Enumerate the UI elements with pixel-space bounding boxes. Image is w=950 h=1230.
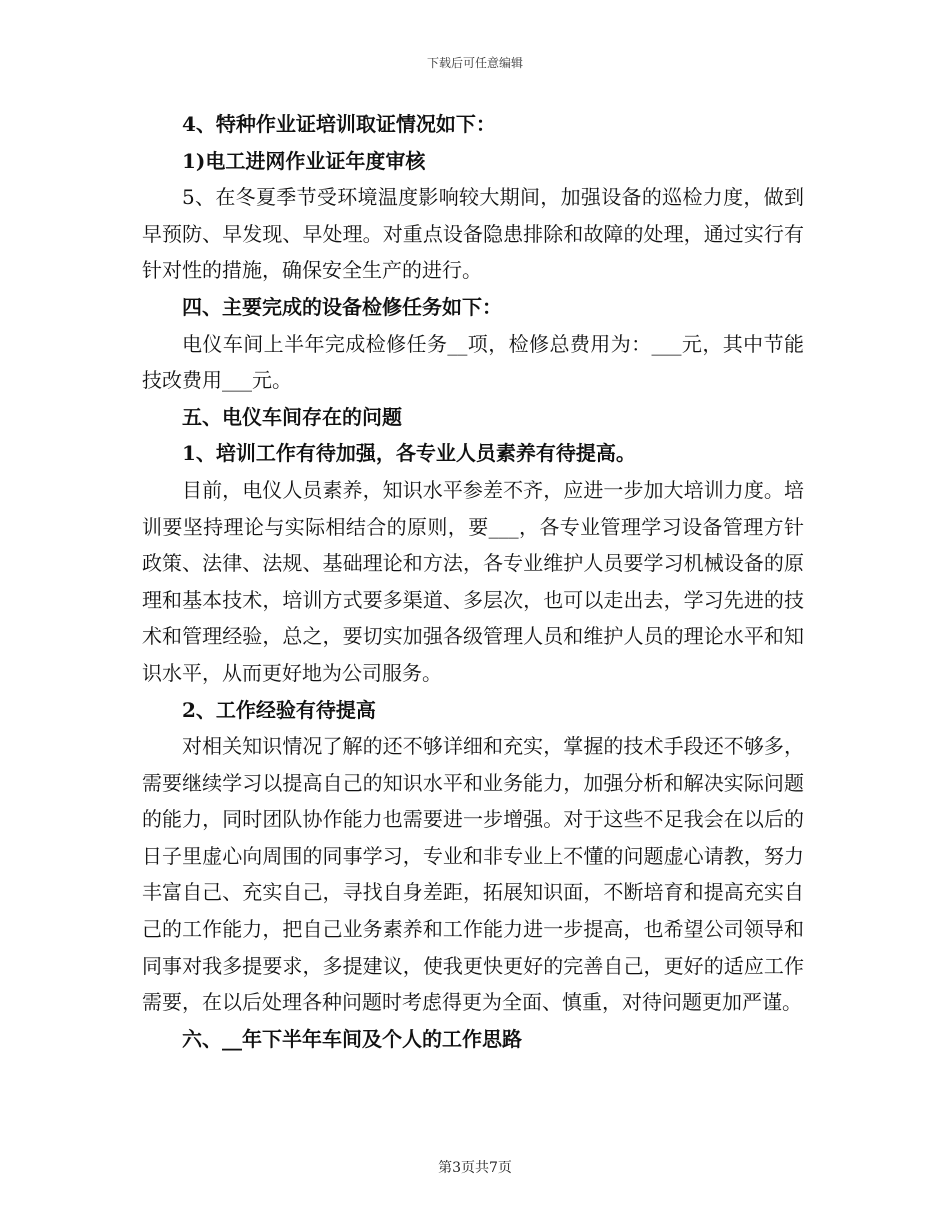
- heading-special-certificates: 4、特种作业证培训取证情况如下：: [182, 112, 496, 136]
- paragraph-inspection: 5、在冬夏季节受环境温度影响较大期间，加强设备的巡检力度，做到早预防、早发现、早处理。对重点设备隐患排除和故障的处理，通过实行有针对性的措施，确保安全生产的进行。: [142, 185, 804, 283]
- paragraph-training: 目前，电仪人员素养，知识水平参差不齐，应进一步加大培训力度。培训要坚持理论与实际相结合的原则，要___，各专业管理学习设备管理方针政策、法律、法规、基础理论和方法，各专业维护人员要学习机械设备的原理和基本技术，培训方式要多渠道、多层次，也可以走出去，学习先进的技术和管理经验，总之，要切实加强各级管理人员和维护人员的理论水平和知识水平，从而更好地为公司服务。: [142, 477, 804, 685]
- paragraph-experience: 对相关知识情况了解的还不够详细和充实，掌握的技术手段还不够多，需要继续学习以提高自己的知识水平和业务能力，加强分析和解决实际问题的能力，同时团队协作能力也需要进一步增强。对于这些不足我会在以后的日子里虚心向周围的同事学习，专业和非专业上不懂的问题虚心请教，努力丰富自己、充实自己，寻找自身差距，拓展知识面，不断培育和提高充实自己的工作能力，把自己业务素养和工作能力进一步提高，也希望公司领导和同事对我多提要求，多提建议，使我更快更好的完善自己，更好的适应工作需要，在以后处理各种问题时考虑得更为全面、慎重，对待问题更加严谨。: [142, 734, 804, 1015]
- paragraph-maintenance-cost: 电仪车间上半年完成检修任务__项，检修总费用为：___元，其中节能技改费用___元。: [142, 331, 804, 393]
- page-number: 第3页共7页: [438, 1160, 512, 1176]
- heading-maintenance-tasks: 四、主要完成的设备检修任务如下：: [182, 294, 502, 319]
- subheading-experience: 2、工作经验有待提高: [182, 697, 376, 722]
- subheading-electrician-certificate: 1)电工进网作业证年度审核: [182, 148, 426, 173]
- subheading-training: 1、培训工作有待加强，各专业人员素养有待提高。: [182, 441, 636, 466]
- heading-second-half-plan: 六、__年下半年车间及个人的工作思路: [182, 1026, 522, 1051]
- page-header: 下载后可任意编辑: [426, 56, 523, 70]
- heading-workshop-problems: 五、电仪车间存在的问题: [182, 404, 402, 429]
- document-body: [142, 106, 804, 1057]
